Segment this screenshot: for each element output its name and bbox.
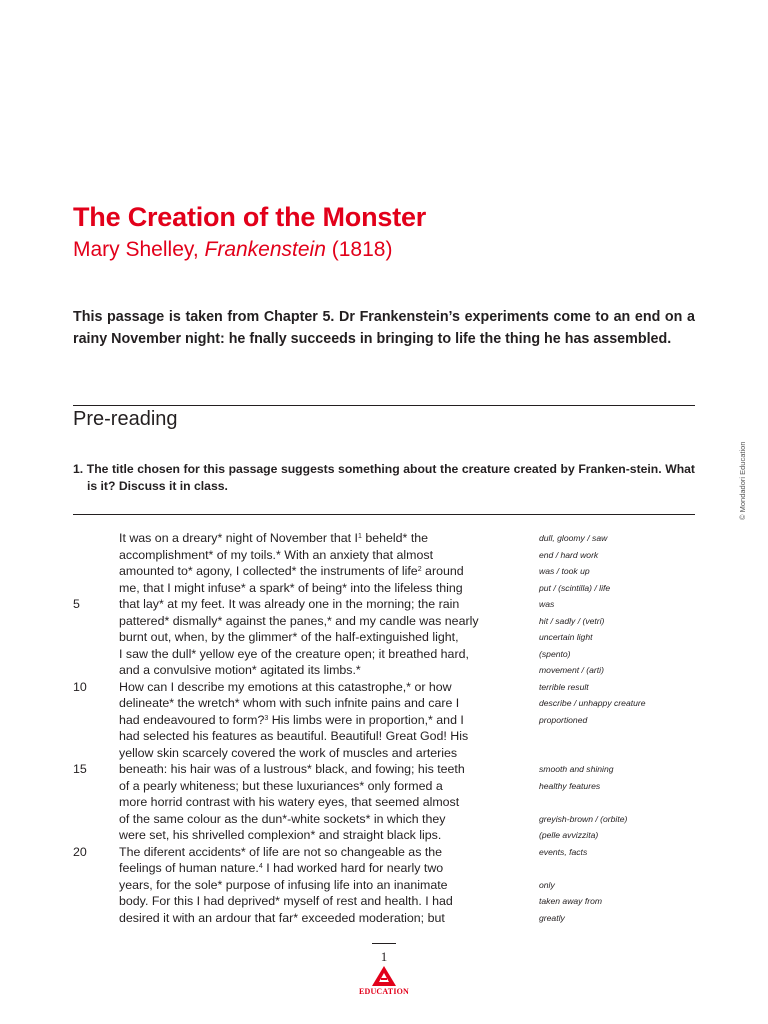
- line-number: 15: [73, 762, 87, 776]
- passage-line-text: burnt out, when, by the glimmer* of the half-extinguished light,: [119, 630, 459, 644]
- passage-line-text: me, that I might infuse* a spark* of being* into the lifeless thing: [119, 580, 463, 595]
- author-name: Mary Shelley,: [73, 238, 205, 261]
- passage-line-text: of a pearly whiteness; but these luxuriances* only formed a: [119, 778, 443, 793]
- passage-line: [0, 679, 768, 696]
- glossary-note: greyish-brown / (orbite): [539, 813, 628, 824]
- passage-line: [0, 827, 768, 844]
- glossary-note: end / hard work: [539, 549, 599, 560]
- glossary-note: describe / unhappy creature: [539, 698, 646, 708]
- passage-line-text: had endeavoured to form?$^3$ His limbs were in proportion,* and I: [119, 712, 464, 727]
- passage-line-text: accomplishment* of my toils.* With an anxiety that almost: [119, 547, 434, 562]
- publisher-logo-icon: [372, 966, 396, 986]
- passage-line-text: that lay* at my feet. It was already one in the morning; the rain: [119, 597, 460, 611]
- passage-line-text: years, for the sole* purpose of infusing life into an inanimate: [119, 877, 448, 892]
- passage-text: [0, 530, 768, 926]
- glossary-note: was: [539, 599, 555, 609]
- page-title: The Creation of the Monster: [73, 202, 427, 232]
- publisher-name: EDUCATION: [358, 987, 410, 996]
- line-number: 20: [73, 844, 87, 859]
- passage-line-text: had selected his features as beautiful. Beautiful! Great God! His: [119, 729, 469, 743]
- glossary-note: (spento): [539, 648, 571, 659]
- glossary-note: greatly: [539, 912, 565, 923]
- glossary-note: movement / (arti): [539, 665, 604, 675]
- line-number: 5: [73, 597, 80, 611]
- passage-divider: [73, 514, 695, 515]
- passage-line: [0, 860, 768, 877]
- passage-line-text: were set, his shrivelled complexion* and straight black lips.: [119, 828, 442, 842]
- passage-line: [0, 877, 768, 894]
- glossary-note: smooth and shining: [539, 764, 614, 774]
- passage-line-text: desired it with an ardour that far* exceeded moderation; but: [119, 910, 445, 925]
- passage-line-text: I saw the dull* yellow eye of the creature open; it breathed hard,: [119, 646, 469, 661]
- passage-line-text: yellow skin scarcely covered the work of muscles and arteries: [119, 745, 458, 760]
- passage-line: [0, 844, 768, 861]
- passage-line-text: pattered* dismally* against the panes,* and my candle was nearly: [119, 613, 479, 628]
- passage-line-text: How can I describe my emotions at this catastrophe,* or how: [119, 679, 452, 694]
- passage-line-text: amounted to* agony, I collected* the instruments of life$^2$ around: [119, 564, 464, 578]
- copyright-credit: © Mondadori Education: [738, 441, 747, 520]
- passage-line: [0, 646, 768, 663]
- passage-line: [0, 910, 768, 927]
- glossary-note: events, facts: [539, 846, 588, 857]
- glossary-note: hit / sadly / (vetri): [539, 615, 605, 626]
- prereading-question: 1. The title chosen for this passage suggests something about the creature created by Franken-stein. What is it? Discuss it in class.: [73, 462, 695, 493]
- work-title: Frankenstein: [204, 238, 326, 261]
- glossary-note: dull, gloomy / saw: [539, 533, 608, 543]
- passage-line: [0, 530, 768, 547]
- line-number: 10: [73, 679, 87, 694]
- glossary-note: put / (scintilla) / life: [539, 582, 611, 593]
- glossary-note: taken away from: [539, 896, 603, 906]
- footer-divider: [372, 943, 396, 944]
- section-heading-prereading: Pre-reading: [73, 408, 178, 430]
- passage-line: [0, 745, 768, 762]
- glossary-note: terrible result: [539, 681, 589, 692]
- passage-line: [0, 580, 768, 597]
- passage-line-text: The diferent accidents* of life are not so changeable as the: [119, 844, 443, 859]
- publisher-logo: [354, 966, 414, 998]
- glossary-note: (pelle avvizzita): [539, 830, 599, 840]
- glossary-note: healthy features: [539, 780, 601, 791]
- glossary-note: uncertain light: [539, 632, 593, 642]
- passage-line-text: feelings of human nature.$^4$ I had worked hard for nearly two: [119, 861, 444, 875]
- glossary-note: proportioned: [539, 714, 588, 725]
- intro-paragraph: This passage is taken from Chapter 5. Dr Frankenstein’s experiments come to an end on a rainy November night: he fnally succeeds in bringing to life the thing he has assembled.: [73, 309, 695, 347]
- passage-line: [0, 547, 768, 564]
- passage-line-text: beneath: his hair was of a lustrous* black, and fowing; his teeth: [119, 762, 465, 776]
- passage-line-text: body. For this I had deprived* myself of rest and health. I had: [119, 894, 453, 908]
- passage-line: [0, 613, 768, 630]
- passage-line: [0, 629, 768, 646]
- publication-year: (1818): [325, 238, 393, 261]
- passage-line-text: of the same colour as the dun*-white sockets* in which they: [119, 811, 446, 826]
- passage-line: [0, 712, 768, 729]
- section-divider: [73, 405, 695, 406]
- glossary-note: only: [539, 879, 555, 890]
- passage-line-text: and a convulsive motion* agitated its limbs.*: [119, 663, 361, 677]
- passage-line: [0, 728, 768, 745]
- passage-line: [0, 794, 768, 811]
- passage-line: [0, 893, 768, 910]
- passage-line: [0, 563, 768, 580]
- passage-line: [0, 695, 768, 712]
- glossary-note: was / took up: [539, 566, 590, 576]
- passage-line-text: It was on a dreary* night of November that $I^1$ beheld* the: [119, 531, 429, 545]
- passage-line: [0, 811, 768, 828]
- passage-line: [0, 778, 768, 795]
- passage-line-text: delineate* the wretch* whom with such infnite pains and care I: [119, 696, 460, 710]
- passage-line-text: more horrid contrast with his watery eyes, that seemed almost: [119, 795, 460, 809]
- passage-line: [0, 761, 768, 778]
- passage-line: [0, 662, 768, 679]
- passage-line: [0, 596, 768, 613]
- page-number: 1: [380, 949, 388, 964]
- author-line: [73, 238, 392, 262]
